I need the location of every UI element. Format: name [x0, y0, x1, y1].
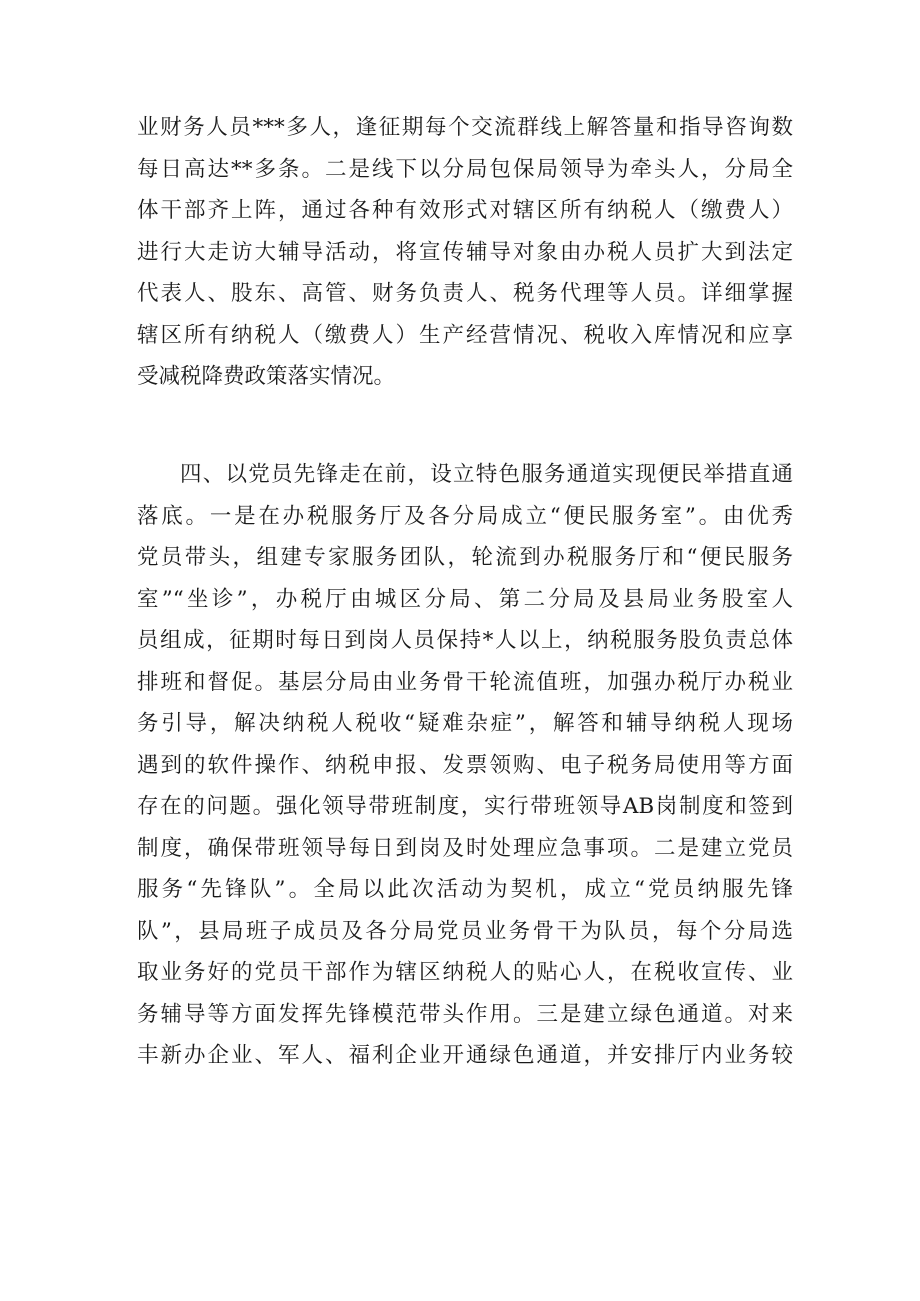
text-line	[137, 1077, 793, 1119]
text-line: 务引导，解决纳税人税收“疑难杂症”，解答和辅导纳税人现场	[137, 711, 793, 736]
paragraph-2	[137, 454, 793, 1201]
paragraph-1	[137, 107, 793, 398]
text-line: 党员带头，组建专家服务团队，轮流到办税服务厅和“便民服务	[137, 545, 793, 570]
text-line: 服务“先锋队”。全局以此次活动为契机，成立“党员纳服先锋	[137, 877, 793, 902]
text-line: 队”，县局班子成员及各分局党员业务骨干为队员，每个分局选	[137, 918, 793, 944]
text-line: 受减税降费政策落实情况。	[137, 364, 396, 389]
text-line: 每日高达**多条。二是线下以分局包保局领导为牵头人，分局全	[137, 156, 793, 182]
text-line: 员组成，征期时每日到岗人员保持*人以上，纳税服务股负责总体	[137, 628, 793, 653]
text-line: 辖区所有纳税人（缴费人）生产经营情况、税收入库情况和应享	[137, 322, 793, 348]
text-line	[137, 1160, 793, 1202]
text-line: 进行大走访大辅导活动，将宣传辅导对象由办税人员扩大到法定	[137, 239, 793, 265]
text-line: 制度，确保带班领导每日到岗及时处理应急事项。二是建立党员	[137, 835, 793, 861]
text-line	[137, 1118, 793, 1160]
text-line: 存在的问题。强化领导带班制度，实行带班领导AB岗制度和签到	[137, 794, 793, 819]
text-line: 落底。一是在办税服务厅及各分局成立“便民服务室”。由优秀	[137, 503, 793, 529]
text-line: 体干部齐上阵，通过各种有效形式对辖区所有纳税人（缴费人）	[137, 198, 793, 223]
text-line: 业财务人员***多人，逢征期每个交流群线上解答量和指导咨询数	[137, 115, 793, 140]
text-line: 室”“坐诊”，办税厅由城区分局、第二分局及县局业务股室人	[137, 586, 793, 612]
text-line: 四、以党员先锋走在前，设立特色服务通道实现便民举措直通	[180, 462, 793, 487]
text-line: 丰新办企业、军人、福利企业开通绿色通道，并安排厅内业务较	[137, 1043, 793, 1068]
text-line: 务辅导等方面发挥先锋模范带头作用。三是建立绿色通道。对来	[137, 1001, 793, 1027]
text-line: 取业务好的党员干部作为辖区纳税人的贴心人，在税收宣传、业	[137, 960, 793, 985]
text-line: 代表人、股东、高管、财务负责人、税务代理等人员。详细掌握	[137, 281, 793, 306]
text-line: 排班和督促。基层分局由业务骨干轮流值班，加强办税厅办税业	[137, 669, 793, 695]
text-line: 遇到的软件操作、纳税申报、发票领购、电子税务局使用等方面	[137, 752, 793, 778]
